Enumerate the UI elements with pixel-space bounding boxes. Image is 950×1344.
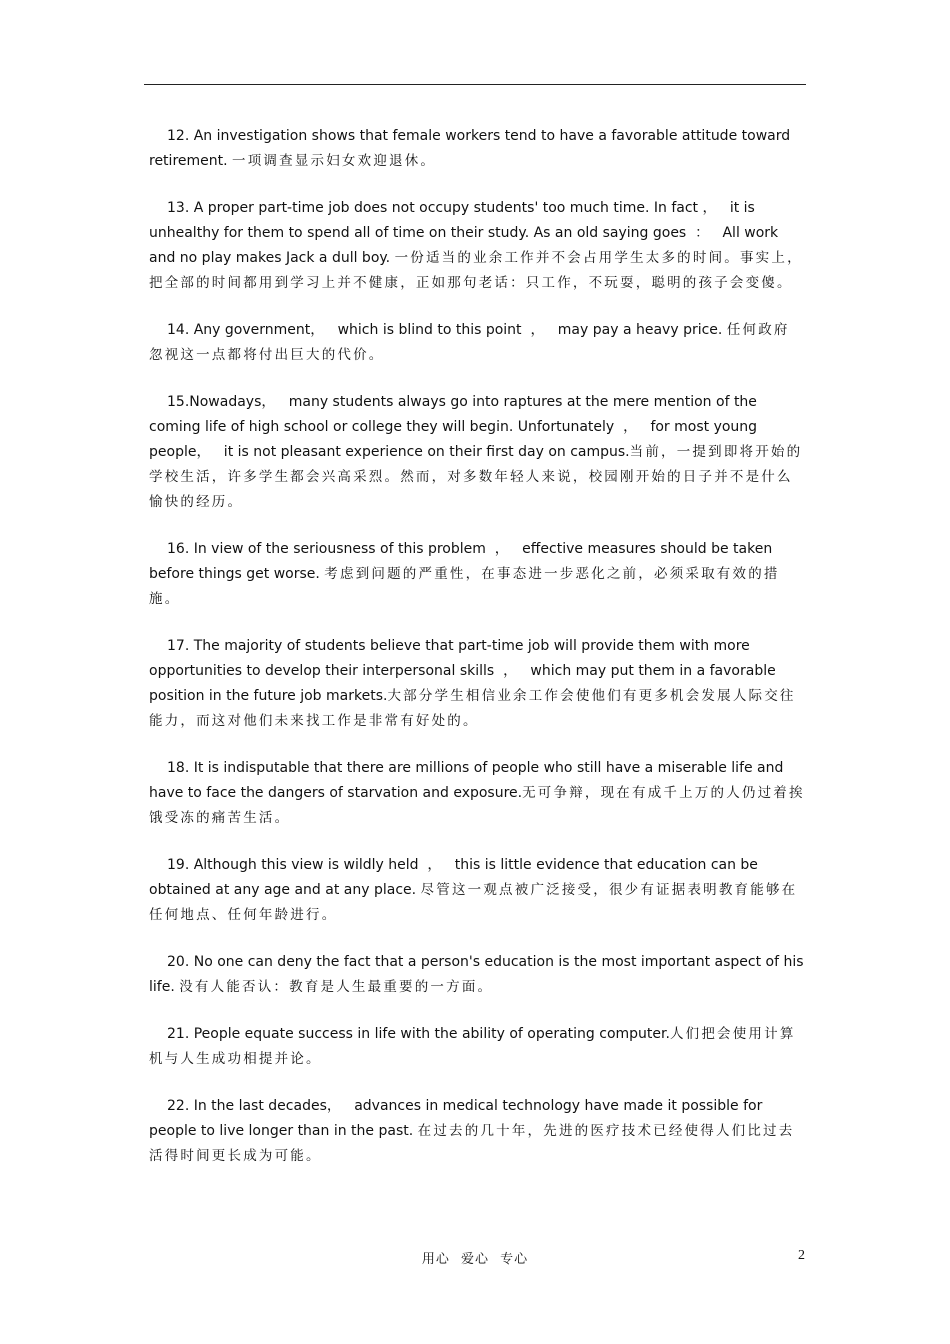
sentence-english: 22. In the last decades， advances in medical technology have made it possible for people to live longer than in the past. (149, 1098, 763, 1139)
sentence-chinese: 当前，一提到即将开始的学校生活，许多学生都会兴高采烈。然而，对多数年轻人来说，校园刚开始的日子并不是什么愉快的经历。 (149, 444, 803, 510)
document-body (149, 124, 805, 1191)
sentence-chinese: 无可争辩，现在有成千上万的人仍过着挨饿受冻的痛苦生活。 (149, 785, 805, 826)
sentence-chinese: 大部分学生相信业余工作会使他们有更多机会发展人际交往能力，而这对他们未来找工作是非常有好处的。 (149, 688, 796, 729)
sentence-english: 16. In view of the seriousness of this problem ， effective measures should be taken before things get worse. (149, 541, 773, 582)
header-rule (144, 84, 806, 85)
sentence-item-13 (149, 196, 805, 296)
sentence-english: 18. It is indisputable that there are millions of people who still have a miserable life and have to face the dangers of starvation and exposure. (149, 760, 784, 801)
sentence-item-14 (149, 318, 805, 368)
footer-motto: 用心 爱心 专心 (421, 1252, 529, 1267)
sentence-item-16 (149, 537, 805, 612)
sentence-english: 19. Although this view is wildly held ， this is little evidence that education can be obtained at any age and at any place. (149, 857, 758, 898)
sentence-chinese: 人们把会使用计算机与人生成功相提并论。 (149, 1026, 796, 1067)
page-number: 2 (798, 1248, 805, 1263)
sentence-chinese: 任何政府忽视这一点都将付出巨大的代价。 (149, 322, 790, 363)
sentence-item-21 (149, 1022, 805, 1072)
sentence-item-12 (149, 124, 805, 174)
sentence-chinese: 一份适当的业余工作并不会占用学生太多的时间。事实上，把全部的时间都用到学习上并不健康，正如那句老话：只工作，不玩耍，聪明的孩子会变傻。 (149, 250, 803, 291)
sentence-chinese: 没有人能否认：教育是人生最重要的一方面。 (179, 979, 494, 995)
sentence-chinese: 一项调查显示妇女欢迎退休。 (232, 153, 437, 169)
sentence-english: 13. A proper part-time job does not occupy students' too much time. In fact ， it is unhealthy for them to spend all of time on their study. As an old saying goes ： All work and no play makes Jack a dull boy. (149, 200, 779, 266)
sentence-item-20 (149, 950, 805, 1000)
sentence-english: 21. People equate success in life with the ability of operating computer. (167, 1026, 670, 1042)
sentence-chinese: 考虑到问题的严重性，在事态进一步恶化之前，必须采取有效的措施。 (149, 566, 780, 607)
sentence-english: 14. Any government， which is blind to this point ， may pay a heavy price. (167, 322, 723, 338)
sentence-english: 17. The majority of students believe that part-time job will provide them with more opportunities to develop their interpersonal skills ， which may put them in a favorable position in the future job markets. (149, 638, 776, 704)
sentence-english: 20. No one can deny the fact that a person's education is the most important aspect of his life. (149, 954, 804, 995)
sentence-item-18 (149, 756, 805, 831)
sentence-chinese: 尽管这一观点被广泛接受，很少有证据表明教育能够在任何地点、任何年龄进行。 (149, 882, 798, 923)
sentence-item-15 (149, 390, 805, 515)
sentence-item-22 (149, 1094, 805, 1169)
sentence-item-19 (149, 853, 805, 928)
sentence-english: 12. An investigation shows that female workers tend to have a favorable attitude toward retirement. (149, 128, 791, 169)
page-footer (0, 1248, 950, 1268)
sentence-english: 15.Nowadays， many students always go into raptures at the mere mention of the coming life of high school or college they will begin. Unfortunately ， for most young people， it is not pleasant experience on their first day on campus. (149, 394, 758, 460)
sentence-chinese: 在过去的几十年，先进的医疗技术已经使得人们比过去活得时间更长成为可能。 (149, 1123, 795, 1164)
sentence-item-17 (149, 634, 805, 734)
